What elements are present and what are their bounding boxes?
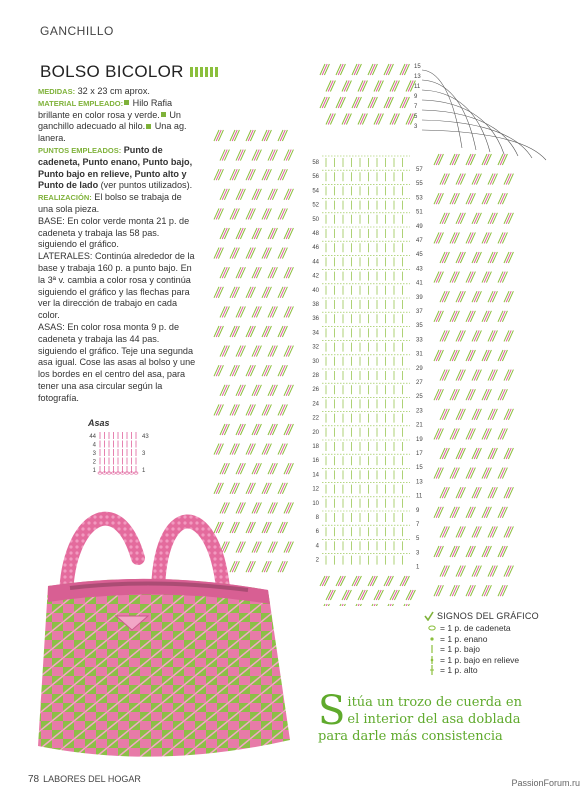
row-number-left: 58 [312, 160, 319, 166]
asas-number-left: 3 [92, 451, 96, 457]
stitch-mark [336, 604, 341, 606]
material-label: MATERIAL EMPLEADO: [38, 98, 124, 108]
magazine-name: LABORES DEL HOGAR [43, 774, 141, 784]
row-number-left: 22 [312, 415, 319, 422]
row-number-right: 53 [416, 195, 423, 202]
top-row-number: 11 [414, 84, 421, 90]
row-number-left: 44 [312, 259, 319, 266]
material-text-1: Hilo Rafia brillante en color rosa y verde. [38, 97, 173, 120]
row-number-right: 15 [416, 465, 423, 472]
legend-item-label: = 1 p. alto [440, 665, 478, 676]
row-number-left: 16 [312, 458, 319, 465]
row-number-right: 43 [416, 266, 423, 273]
direction-arrow [422, 70, 462, 148]
legend-item-label: = 1 p. de cadeneta [440, 623, 511, 634]
row-number-right: 21 [416, 422, 423, 429]
row-number-right: 3 [416, 550, 420, 557]
legend-item-label: = 1 p. enano [440, 633, 488, 644]
stitch-mark [384, 604, 389, 606]
asas-number-left: 1 [92, 468, 96, 474]
row-number-right: 39 [416, 294, 423, 301]
puntos-label: PUNTOS EMPLEADOS: [38, 145, 122, 155]
row-number-left: 54 [312, 188, 319, 195]
puntos-text: Punto de cadeneta, Punto enano, Punto bajo, Punto bajo en relieve, Punto alto y Punto de lado [38, 144, 193, 191]
row-number-right: 23 [416, 408, 423, 415]
puntos-text-2: (ver puntos utilizados). [98, 180, 193, 191]
row-number-right: 33 [416, 337, 423, 344]
legend-item [424, 644, 584, 655]
stitch-mark [400, 604, 405, 606]
legend-item-label: = 1 p. bajo en relieve [440, 654, 520, 665]
top-row-number: 15 [414, 64, 421, 70]
asas-number-right: 1 [142, 468, 146, 474]
chart-legend [424, 611, 584, 676]
row-number-right: 57 [416, 167, 423, 173]
row-number-left: 6 [315, 529, 319, 536]
check-icon [424, 611, 434, 621]
row-number-right: 7 [416, 522, 420, 528]
row-number-right: 45 [416, 252, 423, 259]
row-number-right: 5 [416, 536, 420, 543]
legend-list [424, 623, 584, 676]
row-number-right: 49 [416, 223, 423, 230]
quote-text: itúa un trozo de cuerda en el interior del asa doblada para darle más consistencia [318, 695, 522, 744]
row-number-left: 38 [312, 302, 319, 308]
row-number-right: 35 [416, 323, 423, 330]
realizacion-text: El bolso se trabaja de una sola pieza. [38, 192, 182, 214]
row-number-left: 10 [312, 500, 319, 507]
row-number-right: 17 [416, 451, 423, 457]
stitch-mark [368, 604, 373, 606]
watermark: PassionForum.ru [511, 778, 580, 788]
bag-photo [8, 478, 298, 768]
slip-icon [424, 634, 440, 644]
medidas [38, 86, 196, 98]
pull-quote [318, 688, 528, 745]
sc-symbol [427, 644, 437, 654]
puntos [38, 145, 196, 192]
page-number: 78 [28, 774, 40, 785]
bullet-icon [161, 112, 166, 117]
sc-relief-icon [424, 655, 440, 665]
slip-symbol [430, 637, 433, 640]
legend-item [424, 665, 584, 676]
row-number-right: 47 [416, 238, 423, 244]
section-header: GANCHILLO [40, 24, 114, 38]
asas-chart [84, 430, 164, 476]
asas-number-left: 44 [89, 434, 96, 440]
top-row-number: 3 [414, 124, 418, 130]
material [38, 98, 196, 145]
row-number-left: 36 [312, 316, 319, 323]
row-number-left: 26 [312, 387, 319, 394]
top-row-number: 5 [414, 114, 418, 120]
material-text-3: Una ag. lanera. [38, 121, 187, 144]
medidas-text: 32 x 23 cm aprox. [75, 86, 150, 96]
row-number-left: 46 [312, 245, 319, 252]
asas-chart-title: Asas [88, 418, 110, 428]
dc-icon [424, 665, 440, 675]
row-number-right: 37 [416, 309, 423, 315]
asas-number-left: 2 [92, 459, 96, 466]
legend-item [424, 623, 584, 634]
legend-item [424, 655, 584, 666]
medidas-label: MEDIDAS: [38, 87, 76, 96]
row-number-right: 1 [416, 564, 420, 571]
row-number-right: 41 [416, 280, 423, 287]
chain-icon [424, 623, 440, 633]
chain-symbol [427, 623, 437, 633]
row-number-left: 8 [315, 515, 319, 521]
sc-relief-dot [431, 658, 434, 661]
row-number-left: 32 [312, 344, 319, 351]
row-number-left: 12 [312, 486, 319, 493]
top-row-number: 13 [414, 74, 421, 80]
row-number-left: 34 [312, 330, 319, 337]
row-number-left: 28 [312, 373, 319, 379]
top-row-number: 7 [414, 104, 418, 110]
row-number-left: 48 [312, 231, 319, 237]
legend-item-label: = 1 p. bajo [440, 644, 480, 655]
row-number-left: 50 [312, 216, 319, 223]
row-number-left: 14 [312, 472, 319, 479]
asas-number-left: 4 [92, 442, 96, 449]
realizacion-label: REALIZACIÓN: [38, 193, 92, 203]
material-text-2: Un ganchillo adecuado al hilo. [38, 109, 181, 132]
instructions [38, 86, 196, 405]
row-number-left: 2 [315, 557, 319, 564]
row-number-right: 13 [416, 479, 423, 486]
row-number-right: 55 [416, 181, 423, 188]
row-number-left: 42 [312, 273, 319, 280]
row-number-left: 4 [315, 543, 319, 550]
row-number-left: 30 [312, 358, 319, 365]
bullet-icon [124, 100, 129, 105]
row-number-right: 11 [416, 493, 423, 500]
laterales-text: LATERALES: Continúa alrededor de la base y trabaja 160 p. a punto bajo. En la 3ª v. cambia a color rosa y continúa siguiendo el gráfico y las flechas para ver la dirección de trabajo en cada color. [38, 251, 195, 321]
title-row [40, 62, 218, 82]
legend-title: SIGNOS DEL GRÁFICO [437, 611, 539, 621]
row-number-right: 27 [416, 380, 423, 386]
row-number-left: 56 [312, 174, 319, 181]
article-title: BOLSO BICOLOR [40, 62, 184, 81]
row-number-right: 19 [416, 436, 423, 443]
asas-number-right: 3 [142, 451, 146, 457]
realizacion [38, 192, 196, 216]
row-number-right: 29 [416, 365, 423, 372]
base-text: BASE: En color verde monta 21 p. de cadeneta y trabaja las 58 pas. siguiendo el gráfico. [38, 215, 190, 250]
row-number-right: 51 [416, 209, 423, 216]
row-number-left: 18 [312, 444, 319, 450]
row-number-left: 24 [312, 401, 319, 408]
slip-symbol [427, 634, 437, 644]
quote-drop-cap: S [318, 688, 346, 734]
sc-icon [424, 644, 440, 654]
stitch-mark [352, 604, 357, 606]
bullet-icon [146, 124, 151, 129]
legend-title-row [424, 611, 584, 621]
asas-number-right: 43 [142, 434, 149, 440]
direction-arrow [422, 120, 532, 158]
row-number-left: 52 [312, 202, 319, 209]
sc-relief-symbol [427, 655, 437, 665]
top-row-number: 9 [414, 94, 418, 100]
row-number-right: 31 [416, 351, 423, 358]
row-number-right: 25 [416, 394, 423, 401]
legend-item [424, 634, 584, 645]
dc-symbol [427, 665, 437, 675]
footer [28, 774, 141, 785]
stitch-mark [320, 604, 325, 606]
asas-text: ASAS: En color rosa monta 9 p. de cadeneta y trabaja las 44 pas. siguiendo el gráfico. Teje una segunda asa igual. Cose las asas al bolso y une los bordes en el centro del asa, para tener una asa circular según la fotografía. [38, 321, 196, 403]
row-number-right: 9 [416, 507, 420, 514]
row-number-left: 40 [312, 287, 319, 294]
chain-symbol [429, 626, 435, 630]
row-number-left: 20 [312, 429, 319, 436]
